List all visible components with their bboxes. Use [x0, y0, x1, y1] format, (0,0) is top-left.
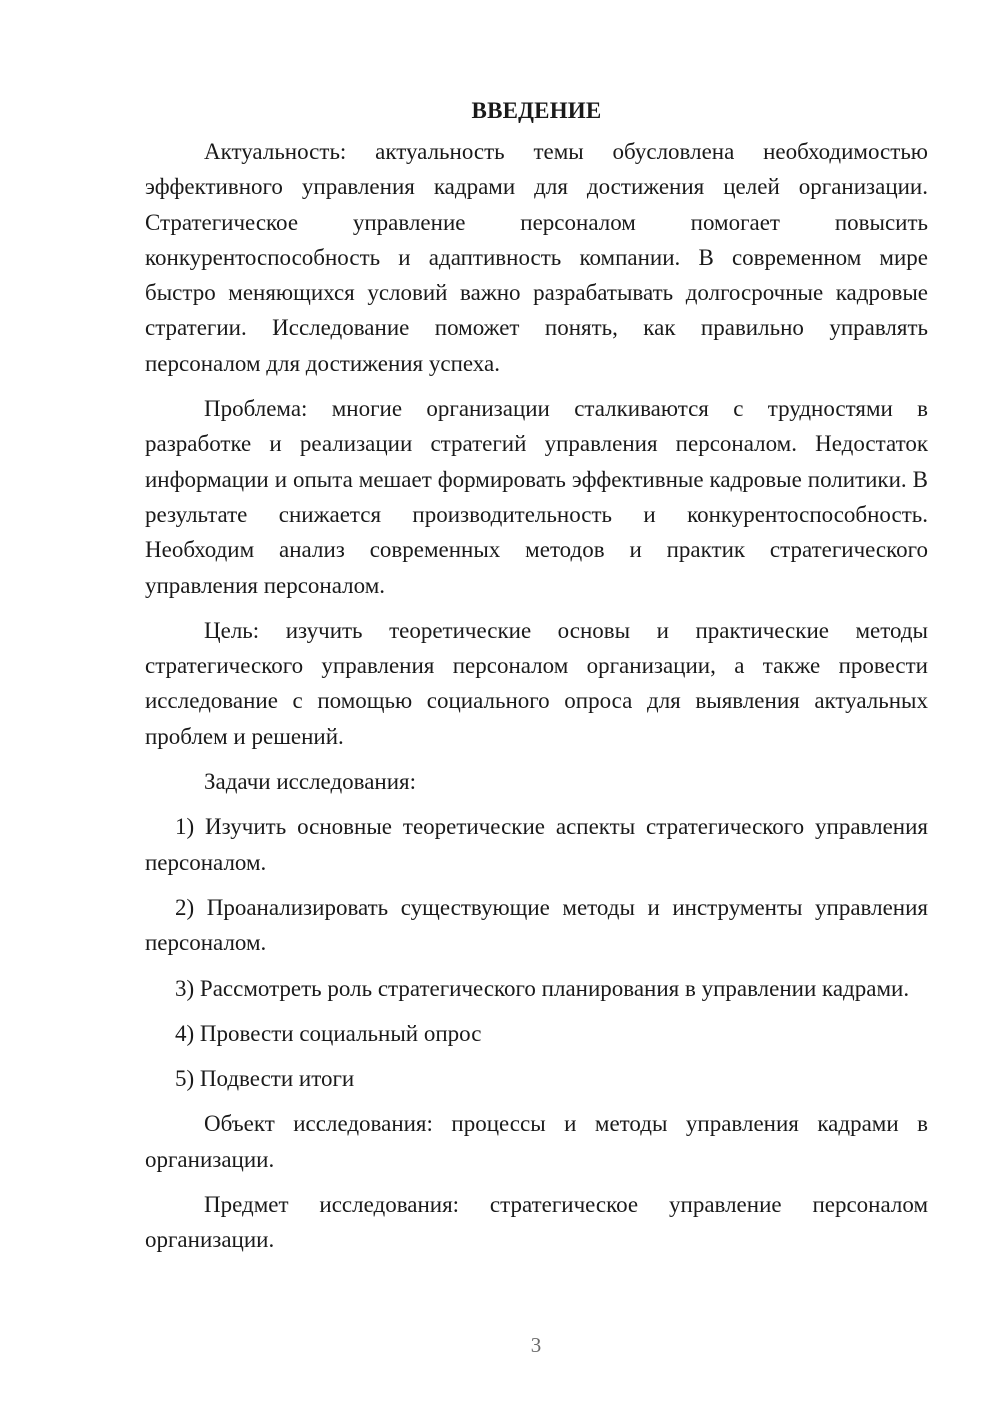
paragraph-problem: Проблема: многие организации сталкиваются с трудностями в разработке и реализации стратегий управления персоналом. Недостаток информации и опыта мешает формировать эффективные кадровые политики. В результате снижается производительность и конкурентоспособность. Необходим анализ современных методов и практик стратегического управления персоналом.: [145, 396, 928, 598]
paragraph-subject: Предмет исследования: стратегическое управление персоналом организации.: [145, 1192, 928, 1253]
task-item-3: 3) Рассмотреть роль стратегического планирования в управлении кадрами.: [175, 975, 910, 1001]
page-content: [145, 92, 928, 1258]
paragraph-relevance: Актуальность: актуальность темы обусловлена необходимостью эффективного управления кадрами для достижения целей организации. Стратегическое управление персоналом помогает повысить конкурентоспособность и адаптивность компании. В современном мире быстро меняющихся условий важно разрабатывать долгосрочные кадровые стратегии. Исследование поможет понять, как правильно управлять персоналом для достижения успеха.: [145, 139, 928, 376]
paragraph-tasks-heading: Задачи исследования:: [204, 769, 417, 795]
paragraph-object: Объект исследования: процессы и методы управления кадрами в организации.: [145, 1111, 928, 1172]
task-item-1: 1) Изучить основные теоретические аспекты стратегического управления персоналом.: [145, 814, 928, 875]
task-item-4: 4) Провести социальный опрос: [175, 1020, 482, 1046]
paragraph-goal: Цель: изучить теоретические основы и практические методы стратегического управления персоналом организации, а также провести исследование с помощью социального опроса для выявления актуальных проблем и решений.: [145, 617, 928, 749]
page-title: ВВЕДЕНИЕ: [471, 98, 602, 123]
page-number: 3: [530, 1333, 542, 1357]
task-item-5: 5) Подвести итоги: [175, 1066, 355, 1092]
task-item-2: 2) Проанализировать существующие методы и инструменты управления персоналом.: [145, 894, 928, 956]
